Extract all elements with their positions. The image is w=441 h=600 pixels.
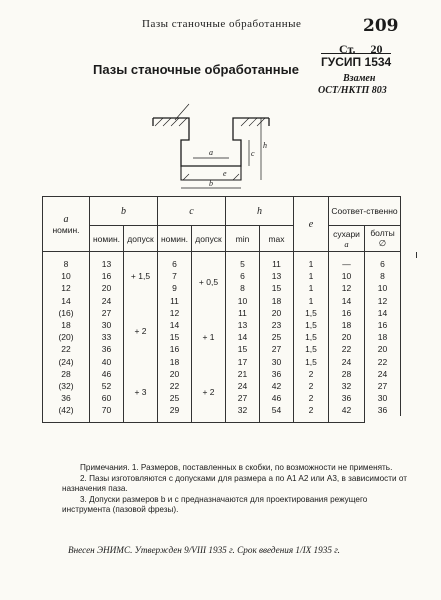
cell-h-min: 17 [226, 356, 260, 368]
h-min-header: min [226, 226, 260, 252]
cell-h-min: 6 [226, 270, 260, 282]
cell-c-nomin: 25 [158, 392, 192, 404]
cell-b-nomin: 20 [90, 282, 124, 294]
table-row [43, 368, 417, 380]
cell-sukhari: 42 [329, 404, 365, 416]
cell-h-max: 54 [260, 404, 294, 416]
col-match-header: Соответ-ственно [329, 197, 401, 226]
cell-e: 1 [294, 295, 329, 307]
col-a-symbol: a [63, 213, 69, 225]
cell-h-max: 27 [260, 343, 294, 355]
cell-a: 12 [43, 282, 90, 294]
cell-a: (16) [43, 307, 90, 319]
cell-e: 1 [294, 270, 329, 282]
cell-h-max: 42 [260, 380, 294, 392]
cell-bolty: 10 [365, 282, 401, 294]
cell-c-nomin: 14 [158, 319, 192, 331]
cell-bolty: 14 [365, 307, 401, 319]
col-a-header [43, 197, 90, 252]
table-row [43, 319, 417, 331]
table-row [43, 307, 417, 319]
cell-h-min: 14 [226, 331, 260, 343]
cell-a: (42) [43, 404, 90, 416]
cell-a: 18 [43, 319, 90, 331]
cell-e: 1,5 [294, 356, 329, 368]
cell-e: 1 [294, 258, 329, 270]
cell-h-min: 10 [226, 295, 260, 307]
cell-c-nomin: 11 [158, 295, 192, 307]
footer-approval: Внесен ЭНИМС. Утвержден 9/VIII 1935 г. Срок введения 1/IX 1935 г. [68, 545, 340, 555]
cell-sukhari: 32 [329, 380, 365, 392]
cell-c-nomin: 15 [158, 331, 192, 343]
sukhari-a: a [344, 238, 349, 249]
cell-c-nomin: 20 [158, 368, 192, 380]
figure-label-c: c [251, 149, 255, 158]
page-title: Пазы станочные обработанные [93, 62, 299, 77]
cell-e: 1 [294, 282, 329, 294]
figure-label-b: b [209, 179, 213, 188]
cell-c-nomin: 7 [158, 270, 192, 282]
cell-h-min: 8 [226, 282, 260, 294]
note-3: 3. Допуски размеров b и c предназначаются для проектирования режущего инструмента (пазовой фрезы). [62, 494, 368, 514]
cell-b-nomin: 30 [90, 319, 124, 331]
cell-h-max: 11 [260, 258, 294, 270]
notes [62, 463, 407, 516]
table-row [43, 258, 417, 270]
cell-c-nomin: 12 [158, 307, 192, 319]
cell-b-tolerance: + 1,5 [124, 258, 158, 295]
cell-a: (32) [43, 380, 90, 392]
table-row [43, 343, 417, 355]
cell-bolty: 24 [365, 368, 401, 380]
cell-bolty: 16 [365, 319, 401, 331]
cell-h-min: 11 [226, 307, 260, 319]
cell-b-nomin: 60 [90, 392, 124, 404]
cell-sukhari: 36 [329, 392, 365, 404]
cell-e: 2 [294, 368, 329, 380]
cell-a: 10 [43, 270, 90, 282]
cell-a: (20) [43, 331, 90, 343]
cell-e: 1,5 [294, 331, 329, 343]
cell-b-nomin: 27 [90, 307, 124, 319]
c-nomin-header: номин. [158, 226, 192, 252]
col-e-header: e [294, 197, 329, 252]
cell-b-nomin: 13 [90, 258, 124, 270]
cell-h-min: 27 [226, 392, 260, 404]
cell-c-tolerance: + 0,5 [192, 258, 226, 307]
cell-e: 2 [294, 392, 329, 404]
cell-sukhari: 14 [329, 295, 365, 307]
figure-label-e: e [223, 169, 227, 178]
cell-e: 1,5 [294, 307, 329, 319]
cell-bolty: 18 [365, 331, 401, 343]
cell-h-min: 15 [226, 343, 260, 355]
note-2: 2. Пазы изготовляются с допусками для размера a по A1 A2 или A3, в зависимости от назначения паза. [62, 473, 407, 493]
cell-bolty: 12 [365, 295, 401, 307]
cell-b-nomin: 24 [90, 295, 124, 307]
cell-bolty: 8 [365, 270, 401, 282]
cell-sukhari: 22 [329, 343, 365, 355]
cell-c-nomin: 29 [158, 404, 192, 416]
cell-a: 14 [43, 295, 90, 307]
cell-b-nomin: 46 [90, 368, 124, 380]
cell-h-max: 23 [260, 319, 294, 331]
cell-a: 8 [43, 258, 90, 270]
cell-b-nomin: 40 [90, 356, 124, 368]
table-row [43, 295, 417, 307]
cell-h-min: 13 [226, 319, 260, 331]
cell-h-max: 25 [260, 331, 294, 343]
cell-e: 2 [294, 404, 329, 416]
cell-c-nomin: 6 [158, 258, 192, 270]
b-nomin-header: номин. [90, 226, 124, 252]
replaces-standard: ОСТ/НКТП 803 [318, 85, 387, 96]
h-max-header: max [260, 226, 294, 252]
cell-h-max: 18 [260, 295, 294, 307]
cell-bolty: 30 [365, 392, 401, 404]
table-row [43, 392, 417, 404]
col-c-header: c [158, 197, 226, 226]
cell-h-min: 5 [226, 258, 260, 270]
cell-h-max: 15 [260, 282, 294, 294]
cell-b-nomin: 70 [90, 404, 124, 416]
slot-drawing [145, 96, 295, 194]
table-row [43, 282, 417, 294]
cell-b-nomin: 16 [90, 270, 124, 282]
b-tol-header: допуск [124, 226, 158, 252]
cell-h-max: 36 [260, 368, 294, 380]
table-row [43, 380, 417, 392]
cell-h-min: 21 [226, 368, 260, 380]
cell-c-tolerance: + 1 [192, 307, 226, 368]
cell-e: 2 [294, 380, 329, 392]
cell-e: 1,5 [294, 343, 329, 355]
cell-a: 28 [43, 368, 90, 380]
c-tol-header: допуск [192, 226, 226, 252]
cell-bolty: 22 [365, 356, 401, 368]
table-row [43, 270, 417, 282]
cell-c-nomin: 16 [158, 343, 192, 355]
cell-h-max: 46 [260, 392, 294, 404]
note-1: Примечания. 1. Размеров, поставленных в скобки, по возможности не применять. [80, 463, 393, 472]
cell-c-nomin: 18 [158, 356, 192, 368]
cell-bolty: 20 [365, 343, 401, 355]
replaces-label: Взамен [343, 73, 376, 84]
cell-b-tolerance: + 2 [124, 295, 158, 368]
cell-e: 1,5 [294, 319, 329, 331]
cell-sukhari: 18 [329, 319, 365, 331]
page-number: 209 [363, 16, 399, 36]
cell-c-tolerance: + 2 [192, 368, 226, 417]
cell-h-min: 24 [226, 380, 260, 392]
cell-sukhari: 12 [329, 282, 365, 294]
cell-sukhari: 28 [329, 368, 365, 380]
cell-h-min: 32 [226, 404, 260, 416]
cell-b-tolerance: + 3 [124, 368, 158, 417]
table-row [43, 331, 417, 343]
cell-sukhari: — [329, 258, 365, 270]
col-h-header: h [226, 197, 294, 226]
standard-code: ГУСИП 1534 [321, 55, 392, 69]
table-row [43, 404, 417, 416]
sukhari-label: сухари [333, 228, 360, 239]
cell-c-nomin: 22 [158, 380, 192, 392]
cell-a: 22 [43, 343, 90, 355]
cell-bolty: 36 [365, 404, 401, 416]
figure-label-h: h [263, 141, 267, 150]
bolty-label: болты [370, 228, 395, 238]
bolty-symbol: ∅ [378, 238, 387, 248]
cell-a: 36 [43, 392, 90, 404]
sukhari-header [329, 226, 365, 252]
running-header: Пазы станочные обработанные [142, 18, 302, 30]
cell-bolty: 27 [365, 380, 401, 392]
col-a-nomin: номин. [52, 224, 80, 235]
cell-b-nomin: 33 [90, 331, 124, 343]
col-b-header: b [90, 197, 158, 226]
standard-number: Ст. 20 [339, 42, 383, 56]
cell-c-nomin: 9 [158, 282, 192, 294]
dimensions-table [42, 196, 417, 423]
bolty-header [365, 226, 401, 252]
cell-sukhari: 10 [329, 270, 365, 282]
cell-sukhari: 16 [329, 307, 365, 319]
cell-h-max: 30 [260, 356, 294, 368]
cell-b-nomin: 36 [90, 343, 124, 355]
table-row [43, 356, 417, 368]
cell-bolty: 6 [365, 258, 401, 270]
cell-sukhari: 20 [329, 331, 365, 343]
cell-h-max: 20 [260, 307, 294, 319]
cell-b-nomin: 52 [90, 380, 124, 392]
cell-h-max: 13 [260, 270, 294, 282]
cell-a: (24) [43, 356, 90, 368]
figure-label-a: a [209, 148, 213, 157]
cell-sukhari: 24 [329, 356, 365, 368]
